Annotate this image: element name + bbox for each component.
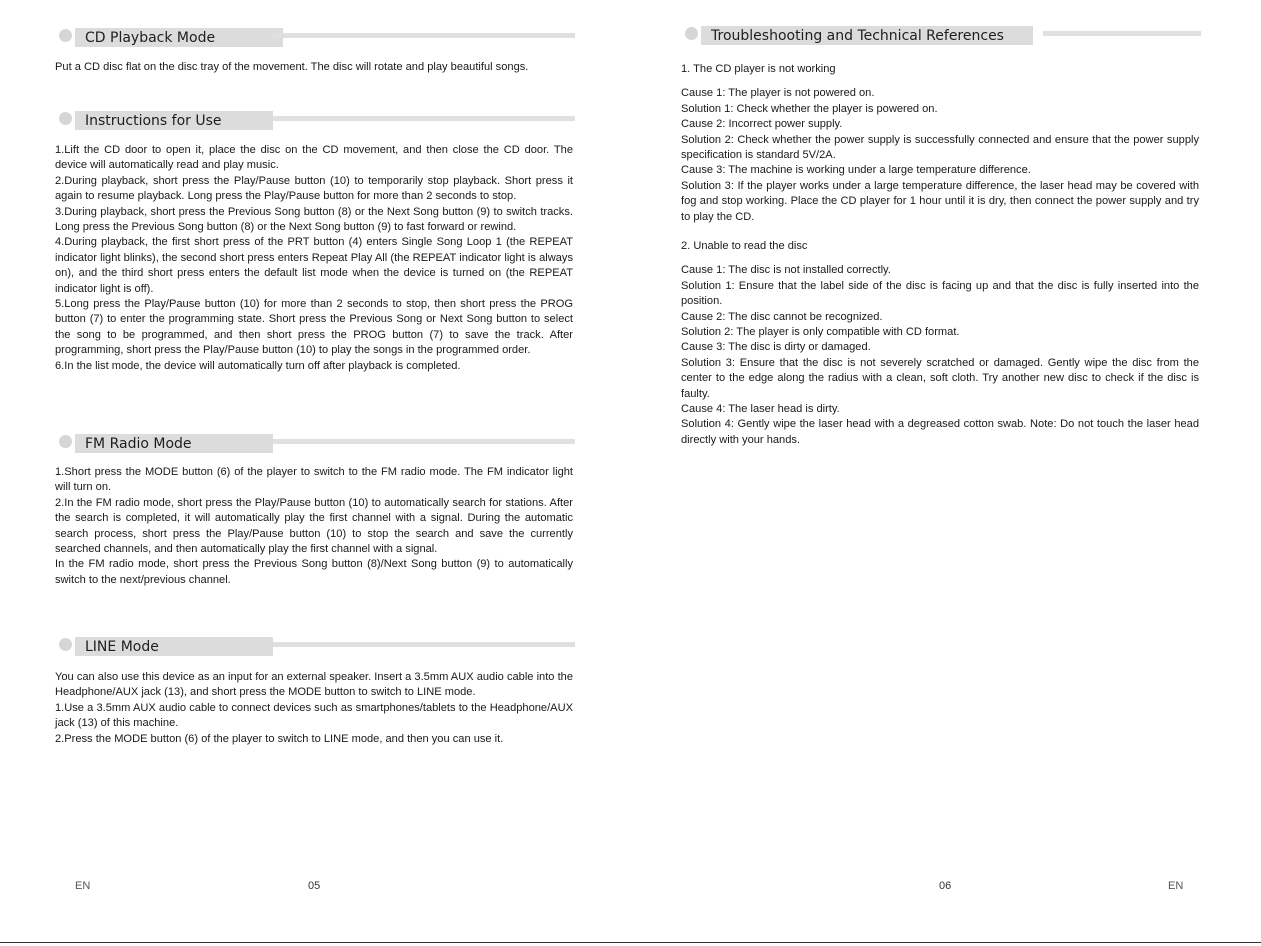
solution-line: Solution 3: If the player works under a large temperature difference, the laser head may be covered with fog and stop working. Place the CD player for 1 hour until it is dry, then connect the power supply and try to play the CD.	[681, 179, 1199, 223]
bullet-dot-icon	[59, 638, 72, 651]
section-header-line-mode	[55, 637, 575, 659]
paragraph: Put a CD disc flat on the disc tray of the movement. The disc will rotate and play beautiful songs.	[55, 61, 529, 73]
footer-page-number-left: 05	[308, 880, 321, 892]
instructions-text	[55, 143, 573, 374]
cause-line: Cause 2: Incorrect power supply.	[681, 118, 843, 131]
line-item: 1.Use a 3.5mm AUX audio cable to connect devices such as smartphones/tablets to the Headphone/AUX jack (13) of this machine.	[55, 701, 573, 730]
section-header-instructions	[55, 111, 575, 133]
cause-line: Cause 2: The disc cannot be recognized.	[681, 310, 883, 323]
fm-item: In the FM radio mode, short press the Previous Song button (8)/Next Song button (9) to automatically switch to the next/previous channel.	[55, 558, 573, 586]
footer-page-number-right: 06	[939, 880, 952, 892]
section-rule	[273, 642, 575, 647]
solution-line: Solution 1: Ensure that the label side of the disc is facing up and that the disc is fully inserted into the position.	[681, 279, 1199, 308]
instruction-item: 3.During playback, short press the Previous Song button (8) or the Next Song button (9) to switch tracks. Long press the Previous Song button (8) or the Next Song button (9) to fast forward or rewind.	[55, 205, 573, 234]
solution-line: Solution 1: Check whether the player is powered on.	[681, 102, 938, 115]
line-mode-text	[55, 670, 573, 747]
instruction-item: 5.Long press the Play/Pause button (10) for more than 2 seconds to stop, then short press the PROG button (7) to enter the programming state. Short press the Previous Song or Next Song button to select the song to be programmed, and then short press the PROG button (7) to save the track. After programming, short press the Play/Pause button (10) to play the songs in the programmed order.	[55, 298, 573, 357]
bullet-dot-icon	[59, 435, 72, 448]
trouble-q1	[681, 62, 1199, 225]
solution-line: Solution 3: Ensure that the disc is not severely scratched or damaged. Gently wipe the disc from the center to the edge along the radius with a clean, soft cloth. Try another new disc to check if the disc is faulty.	[681, 356, 1199, 400]
issue-title: 1. The CD player is not working	[681, 63, 836, 75]
instruction-item: 4.During playback, the first short press of the PRT button (4) enters Single Song Loop 1 (the REPEAT indicator light blinks), the second short press enters Repeat Play All (the REPEAT indicator light is always on), and the third short press enters the default list mode when the device is turned on (the REPEAT indicator light is off).	[55, 236, 573, 295]
cause-line: Cause 1: The disc is not installed correctly.	[681, 264, 891, 277]
section-rule	[273, 439, 575, 444]
section-title: Troubleshooting and Technical References	[701, 26, 1033, 45]
instruction-item: 6.In the list mode, the device will automatically turn off after playback is completed.	[55, 359, 461, 372]
section-title: CD Playback Mode	[75, 28, 283, 47]
instruction-item: 1.Lift the CD door to open it, place the disc on the CD movement, and then close the CD door. The device will automatically read and play music.	[55, 144, 573, 172]
solution-line: Solution 2: The player is only compatible with CD format.	[681, 326, 960, 339]
cause-line: Cause 1: The player is not powered on.	[681, 87, 875, 100]
footer-lang-left: EN	[75, 880, 91, 892]
bullet-dot-icon	[59, 29, 72, 42]
cause-line: Cause 3: The disc is dirty or damaged.	[681, 341, 871, 354]
cause-line: Cause 4: The laser head is dirty.	[681, 403, 840, 416]
solution-line: Solution 2: Check whether the power supply is successfully connected and ensure that the power supply specification is standard 5V/2A.	[681, 133, 1199, 162]
section-rule	[273, 116, 575, 121]
bottom-border-line	[0, 942, 1261, 943]
section-header-cd-playback	[55, 28, 575, 50]
fm-item: 1.Short press the MODE button (6) of the player to switch to the FM radio mode. The FM indicator light will turn on.	[55, 466, 573, 494]
instruction-item: 2.During playback, short press the Play/Pause button (10) to temporarily stop playback. Short press it again to resume playback. Long press the Play/Pause button for more than 2 seconds to stop.	[55, 174, 573, 203]
section-header-fm-radio	[55, 434, 575, 456]
trouble-q2	[681, 239, 1199, 448]
footer-lang-right: EN	[1168, 880, 1184, 892]
section-header-troubleshooting	[681, 26, 1201, 48]
line-item: 2.Press the MODE button (6) of the player to switch to LINE mode, and then you can use it.	[55, 732, 504, 745]
fm-item: 2.In the FM radio mode, short press the Play/Pause button (10) to automatically search for stations. After the search is completed, it will automatically play the first channel with a signal. During the automatic search process, short press the Play/Pause button (10) to stop the search and save the currently searched channels, and then automatically play the first channel with a signal.	[55, 496, 573, 556]
issue-title: 2. Unable to read the disc	[681, 240, 808, 252]
section-title: FM Radio Mode	[75, 434, 273, 453]
solution-line: Solution 4: Gently wipe the laser head with a degreased cotton swab. Note: Do not touch the laser head directly with your hands.	[681, 418, 1199, 446]
section-title: LINE Mode	[75, 637, 273, 656]
line-item: You can also use this device as an input for an external speaker. Insert a 3.5mm AUX audio cable into the Headphone/AUX jack (13), and short press the MODE button to switch to LINE mode.	[55, 671, 573, 699]
fm-radio-text	[55, 465, 573, 588]
bullet-dot-icon	[59, 112, 72, 125]
cause-line: Cause 3: The machine is working under a large temperature difference.	[681, 164, 1031, 177]
section-title: Instructions for Use	[75, 111, 273, 130]
bullet-dot-icon	[685, 27, 698, 40]
cd-playback-text	[55, 60, 573, 75]
section-rule	[1043, 31, 1201, 36]
section-rule	[273, 33, 575, 38]
